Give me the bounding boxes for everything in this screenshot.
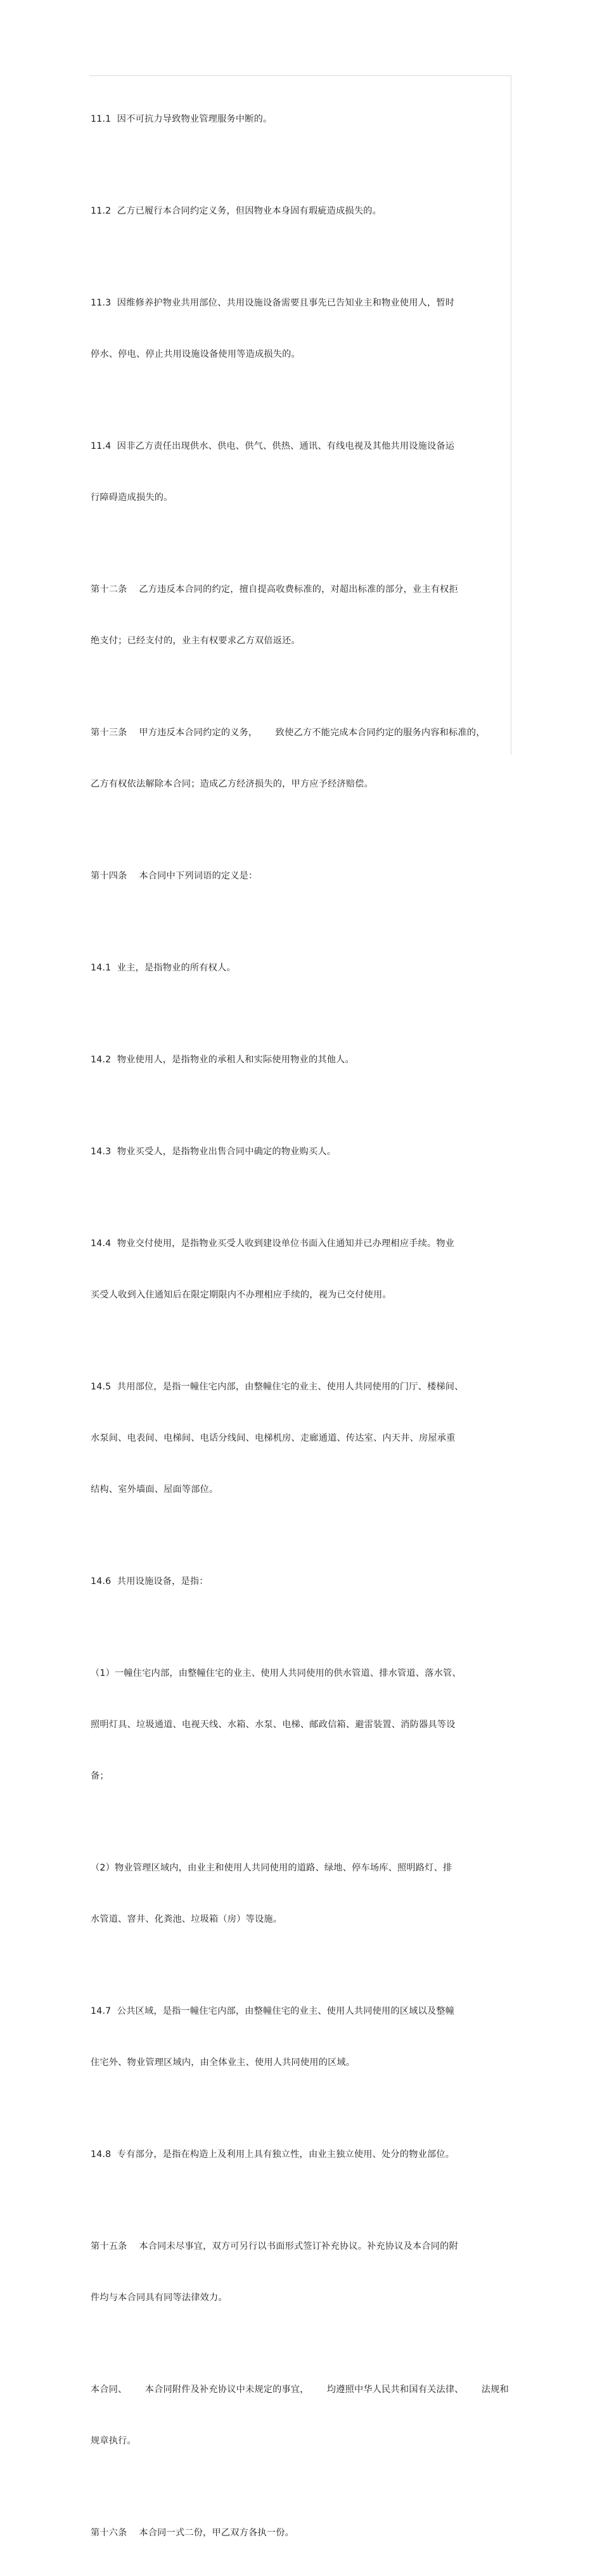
text-line: 14.3 物业买受人，是指物业出售合同中确定的物业购买人。 [91,1147,336,1157]
clause-14-8 [91,2112,509,2198]
clause-11-3 [91,261,509,397]
text-line: 照明灯具、垃圾通道、电视天线、水箱、水泵、电梯、邮政信箱、避雷装置、消防器具等设 [91,1720,456,1730]
text-line: 规章执行。 [91,2436,136,2446]
text-segment: 本合同附件及补充协议中未规定的事宜， [144,2385,309,2395]
text-line: 14.4 物业交付使用，是指物业买受人收到建设单位书面入住通知并已办理相应手续。物业 [91,1239,455,1249]
clause-11-2 [91,169,509,254]
clause-14-2 [91,1017,509,1103]
article-16 [91,2490,509,2576]
text-line: 14.5 共用部位，是指一幢住宅内部，由整幢住宅的业主、使用人共同使用的门厅、楼梯间、 [91,1382,464,1392]
clause-14-4 [91,1201,509,1338]
text-line: （2）物业管理区域内，由业主和使用人共同使用的道路、绿地、停车场库、照明路灯、排 [91,1863,452,1873]
text-line: 第十三条 甲方违反本合同约定的义务， 致使乙方不能完成本合同约定的服务内容和标准的， [91,728,485,738]
text-line: 11.4 因非乙方责任出现供水、供电、供气、供热、通讯、有线电视及其他共用设施设备运 [91,441,455,451]
text-line: 14.7 公共区域，是指一幢住宅内部，由整幢住宅的业主、使用人共同使用的区域以及整幢 [91,2006,455,2016]
text-line: 11.3 因维修养护物业共用部位、共用设施设备需要且事先已告知业主和物业使用人，暂时 [91,298,455,308]
clause-14-5 [91,1344,509,1533]
article-12 [91,547,509,684]
text-line: （1）一幢住宅内部，由整幢住宅的业主、使用人共同使用的供水管道、排水管道、落水管、 [91,1668,461,1678]
text-segment: 本合同、 [91,2385,127,2395]
clause-14-6 [91,1539,509,1625]
clause-11-4 [91,404,509,541]
text-line: 买受人收到入住通知后在限定期限内不办理相应手续的，视为已交付使用。 [91,1290,392,1300]
text-line: 水管道、窨井、化粪池、垃圾箱（房）等设施。 [91,1914,283,1924]
text-line: 水泵间、电表间、电梯间、电话分线间、电梯机房、走廊通道、传达室、内天井、房屋承重 [91,1433,456,1443]
text-line: 件均与本合同具有同等法律效力。 [91,2293,227,2303]
contract-text-body [91,77,509,2576]
clause-14-7 [91,1969,509,2106]
text-segment: 法规和 [481,2385,509,2395]
text-line: 停水、停电、停止共用设施设备使用等造成损失的。 [91,349,300,359]
text-line: 乙方有权依法解除本合同；造成乙方经济损失的，甲方应予经济赔偿。 [91,779,374,789]
article-15-supplement [91,2347,509,2484]
text-line: 14.6 共用设施设备，是指： [91,1576,208,1587]
text-line: 结构、室外墙面、屋面等部位。 [91,1484,219,1495]
text-line: 备； [91,1771,109,1781]
article-14 [91,834,509,919]
text-line: 14.2 物业使用人，是指物业的承租人和实际使用物业的其他人。 [91,1055,354,1065]
text-line: 第十六条 本合同一式二份，甲乙双方各执一份。 [91,2528,294,2538]
article-13 [91,690,509,827]
clause-11-1 [91,77,509,162]
text-line: 行障碍造成损失的。 [91,493,173,503]
text-line: 第十五条 本合同未尽事宜，双方可另行以书面形式签订补充协议。补充协议及本合同的附 [91,2241,458,2251]
text-line: 第十二条 乙方违反本合同的约定，擅自提高收费标准的，对超出标准的部分，业主有权拒 [91,584,458,595]
article-15 [91,2204,509,2341]
clause-14-6-item-1 [91,1631,509,1819]
text-line: 绝支付；已经支付的，业主有权要求乙方双倍返还。 [91,636,300,646]
text-segment: 均遵照中华人民共和国有关法律、 [326,2385,464,2395]
text-line: 11.2 乙方已履行本合同约定义务，但因物业本身固有瑕疵造成损失的。 [91,206,382,216]
text-line: 第十四条 本合同中下列词语的定义是： [91,871,258,881]
clause-14-3 [91,1109,509,1195]
text-line: 住宅外、物业管理区域内，由全体业主、使用人共同使用的区域。 [91,2058,355,2068]
clause-14-1 [91,925,509,1011]
text-line: 14.8 专有部分，是指在构造上及利用上具有独立性，由业主独立使用、处分的物业部位。 [91,2149,455,2160]
text-line: 14.1 业主，是指物业的所有权人。 [91,963,236,973]
justified-text-line [91,2381,509,2399]
clause-14-6-item-2 [91,1826,509,1962]
text-line: 11.1 因不可抗力导致物业管理服务中断的。 [91,114,272,124]
